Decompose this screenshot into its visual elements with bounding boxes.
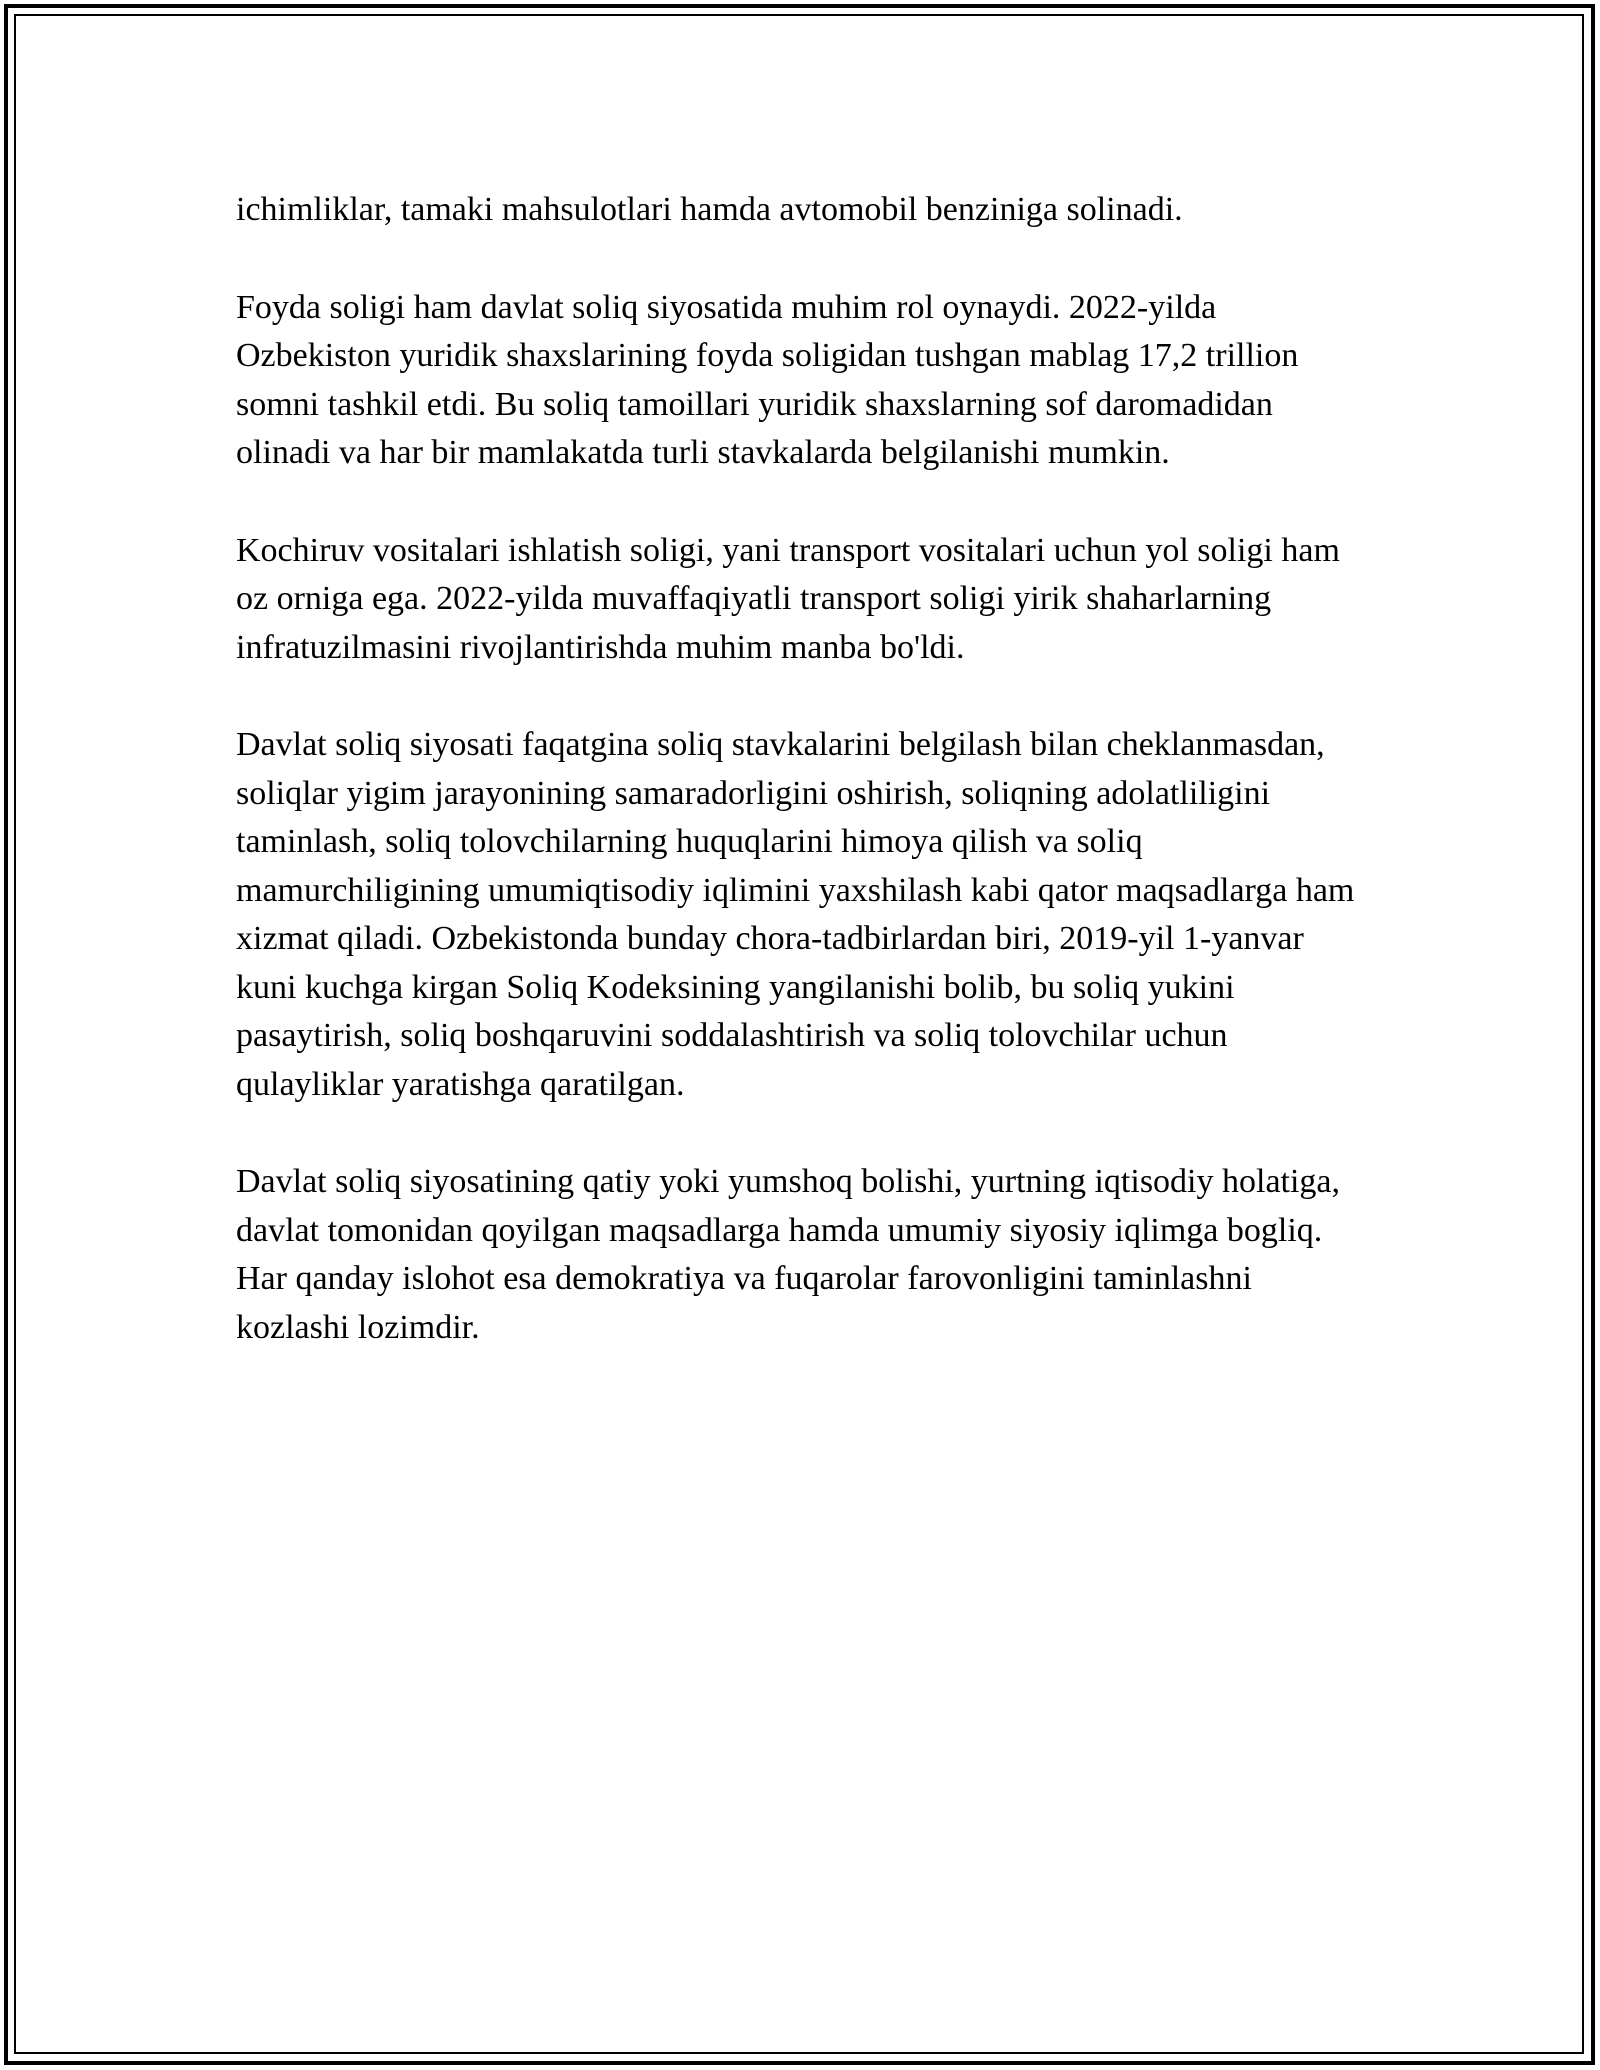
paragraph-transport-tax: Kochiruv vositalari ishlatish soligi, yani transport vositalari uchun yol soligi ham oz orniga ega. 2022-yilda muvaffaqiyatli transport soligi yirik shaharlarning infratuzilmasini rivojlantirishda muhim manba bo'ldi. — [236, 531, 1340, 666]
paragraph-excise-tax-continuation: ichimliklar, tamaki mahsulotlari hamda avtomobil benziniga solinadi. — [236, 191, 1183, 228]
paragraph-conclusion: Davlat soliq siyosatining qatiy yoki yumshoq bolishi, yurtning iqtisodiy holatiga, davlat tomonidan qoyilgan maqsadlarga hamda umumiy siyosiy iqlimga bogliq. Har qanday islohot esa demokratiya va fuqarolar farovonligini taminlashni kozlashi lozimdir. — [236, 1163, 1341, 1346]
document-body — [236, 186, 1366, 1352]
paragraph-profit-tax: Foyda soligi ham davlat soliq siyosatida muhim rol oynaydi. 2022-yilda Ozbekiston yuridik shaxslarining foyda soligidan tushgan mablag 17,2 trillion somni tashkil etdi. Bu soliq tamoillari yuridik shaxslarning sof daromadidan olinadi va har bir mamlakatda turli stavkalarda belgilanishi mumkin. — [236, 288, 1299, 471]
paragraph-tax-policy-goals: Davlat soliq siyosati faqatgina soliq stavkalarini belgilash bilan cheklanmasdan, soliqlar yigim jarayonining samaradorligini oshirish, soliqning adolatliligini taminlash, soliq tolovchilarning huquqlarini himoya qilish va soliq mamurchiligining umumiqtisodiy iqlimini yaxshilash kabi qator maqsadlarga ham xizmat qiladi. Ozbekistonda bunday chora-tadbirlardan biri, 2019-yil 1-yanvar kuni kuchga kirgan Soliq Kodeksining yangilanishi bolib, bu soliq yukini pasaytirish, soliq boshqaruvini soddalashtirish va soliq tolovchilar uchun qulayliklar yaratishga qaratilgan. — [236, 726, 1355, 1103]
